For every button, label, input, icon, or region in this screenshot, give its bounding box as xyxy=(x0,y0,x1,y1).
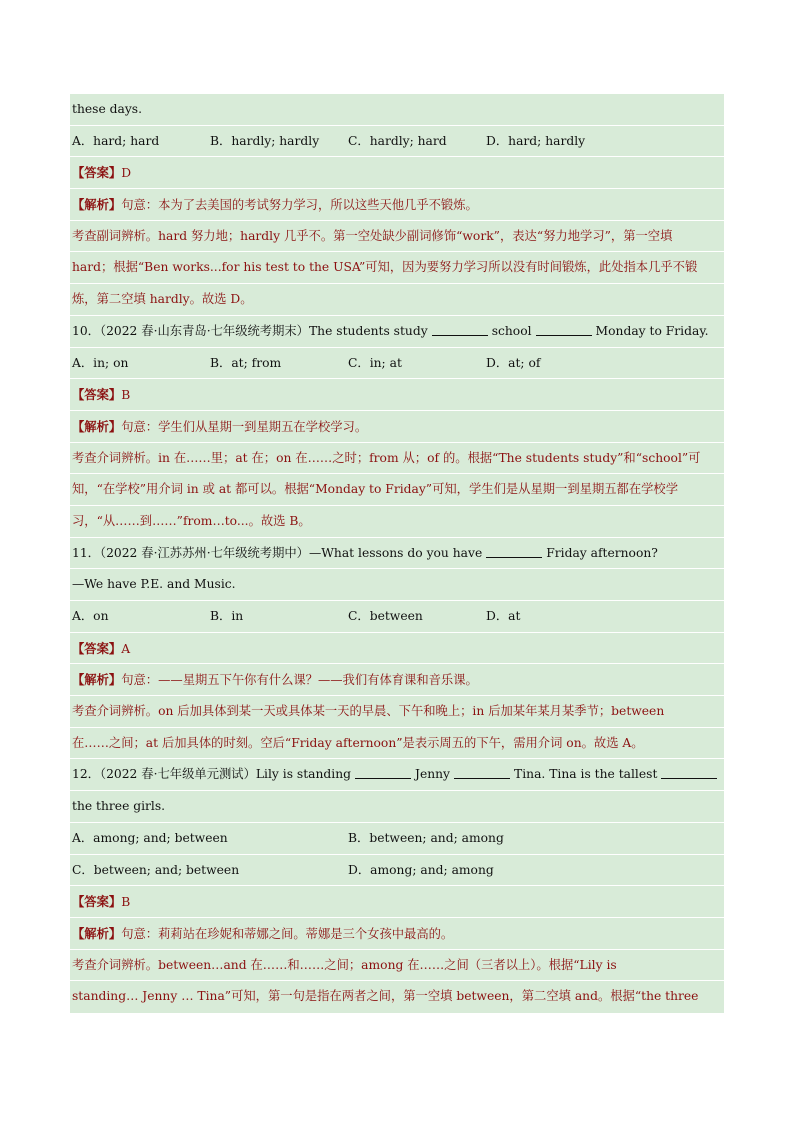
explanation-line: 考查介词辨析。in 在……里；at 在；on 在……之时；from 从；of 的。根据“The students study”和“school”可 xyxy=(70,443,724,475)
option-d[interactable]: D．hard; hardly xyxy=(486,133,586,148)
answer-label: 【答案】 xyxy=(72,387,122,403)
options-row xyxy=(70,126,724,158)
answer-blank xyxy=(486,546,542,558)
options-row xyxy=(70,601,724,633)
analysis-label: 【解析】 xyxy=(72,672,122,688)
answer-label: 【答案】 xyxy=(72,640,122,656)
answer-blank xyxy=(454,767,510,779)
option-b[interactable]: B．between; and; among xyxy=(348,830,504,845)
question-panel xyxy=(70,94,724,1013)
stem-text: Jenny xyxy=(415,767,451,782)
question-11-stem xyxy=(70,538,724,570)
answer-line xyxy=(70,379,724,411)
option-b[interactable]: B．in xyxy=(210,609,244,623)
stem-text: 10．（2022 春·山东青岛·七年级统考期末）The students study xyxy=(72,323,428,338)
answer-value: B xyxy=(121,388,131,403)
answer-line xyxy=(70,157,724,189)
options-row xyxy=(70,823,724,855)
analysis-translation: 句意：——星期五下午你有什么课？——我们有体育课和音乐课。 xyxy=(121,673,478,688)
analysis-line xyxy=(70,411,724,443)
option-a[interactable]: A．on xyxy=(72,609,109,623)
question-text-line: the three girls. xyxy=(70,791,724,823)
analysis-line xyxy=(70,189,724,221)
explanation-line: 知，“在学校”用介词 in 或 at 都可以。根据“Monday to Friday”可知，学生们是从星期一到星期五都在学校学 xyxy=(70,474,724,506)
analysis-line xyxy=(70,918,724,950)
answer-blank xyxy=(432,324,488,336)
option-d[interactable]: D．at xyxy=(486,609,521,623)
question-10-stem xyxy=(70,316,724,348)
explanation-line: 在……之间；at 后加具体的时刻。空后“Friday afternoon”是表示周五的下午，需用介词 on。故选 A。 xyxy=(70,728,724,760)
option-c[interactable]: C．between xyxy=(348,609,423,623)
answer-blank xyxy=(355,767,411,779)
option-d[interactable]: D．among; and; among xyxy=(348,862,494,877)
answer-blank xyxy=(536,324,592,336)
question-text-line: these days. xyxy=(70,94,724,126)
explanation-line: hard；根据“Ben works...for his test to the USA”可知，因为要努力学习所以没有时间锻炼，此处指本几乎不锻 xyxy=(70,252,724,284)
stem-text: 11．（2022 春·江苏苏州·七年级统考期中）—What lessons do you have xyxy=(72,545,483,560)
analysis-label: 【解析】 xyxy=(72,418,122,434)
option-d[interactable]: D．at; of xyxy=(486,355,541,370)
answer-line xyxy=(70,633,724,665)
option-a[interactable]: A．hard; hard xyxy=(72,133,160,148)
analysis-label: 【解析】 xyxy=(72,197,122,213)
stem-text: 12．（2022 春·七年级单元测试）Lily is standing xyxy=(72,767,352,782)
options-row xyxy=(70,855,724,887)
stem-text: Tina. Tina is the tallest xyxy=(514,767,658,782)
analysis-line xyxy=(70,664,724,696)
stem-text: Monday to Friday. xyxy=(595,323,709,338)
option-c[interactable]: C．in; at xyxy=(348,355,402,370)
analysis-translation: 句意：莉莉站在珍妮和蒂娜之间。蒂娜是三个女孩中最高的。 xyxy=(121,926,454,941)
answer-label: 【答案】 xyxy=(72,894,122,910)
option-a[interactable]: A．in; on xyxy=(72,355,129,370)
explanation-line: 考查副词辨析。hard 努力地；hardly 几乎不。第一空处缺少副词修饰“work”，表达“努力地学习”，第一空填 xyxy=(70,221,724,253)
question-12-stem xyxy=(70,759,724,791)
answer-value: A xyxy=(121,641,131,656)
options-row xyxy=(70,348,724,380)
question-text-line: —We have P.E. and Music. xyxy=(70,569,724,601)
explanation-line: 炼，第二空填 hardly。故选 D。 xyxy=(70,284,724,316)
option-c[interactable]: C．hardly; hard xyxy=(348,133,447,148)
explanation-line: standing… Jenny … Tina”可知，第一句是指在两者之间，第一空填 between，第二空填 and。根据“the three xyxy=(72,989,699,1004)
stem-text: school xyxy=(491,323,532,338)
answer-label: 【答案】 xyxy=(72,165,122,181)
answer-blank xyxy=(661,767,717,779)
answer-value: B xyxy=(121,895,131,910)
option-b[interactable]: B．hardly; hardly xyxy=(210,133,320,148)
explanation-line: 考查介词辨析。on 后加具体到某一天或具体某一天的早晨、下午和晚上；in 后加某年某月某季节；between xyxy=(70,696,724,728)
option-b[interactable]: B．at; from xyxy=(210,355,282,370)
analysis-label: 【解析】 xyxy=(72,925,122,941)
answer-value: D xyxy=(121,166,132,181)
option-a[interactable]: A．among; and; between xyxy=(72,830,228,845)
explanation-line: 考查介词辨析。between…and 在……和……之间；among 在……之间（三者以上）。根据“Lily is xyxy=(70,950,724,982)
analysis-translation: 句意：学生们从星期一到星期五在学校学习。 xyxy=(121,419,368,434)
explanation-line: 习，“从……到……”from…to...。故选 B。 xyxy=(70,506,724,538)
option-c[interactable]: C．between; and; between xyxy=(72,862,240,877)
analysis-translation: 句意：本为了去美国的考试努力学习，所以这些天他几乎不锻炼。 xyxy=(121,198,478,213)
stem-text: Friday afternoon? xyxy=(546,545,658,560)
answer-line xyxy=(70,886,724,918)
